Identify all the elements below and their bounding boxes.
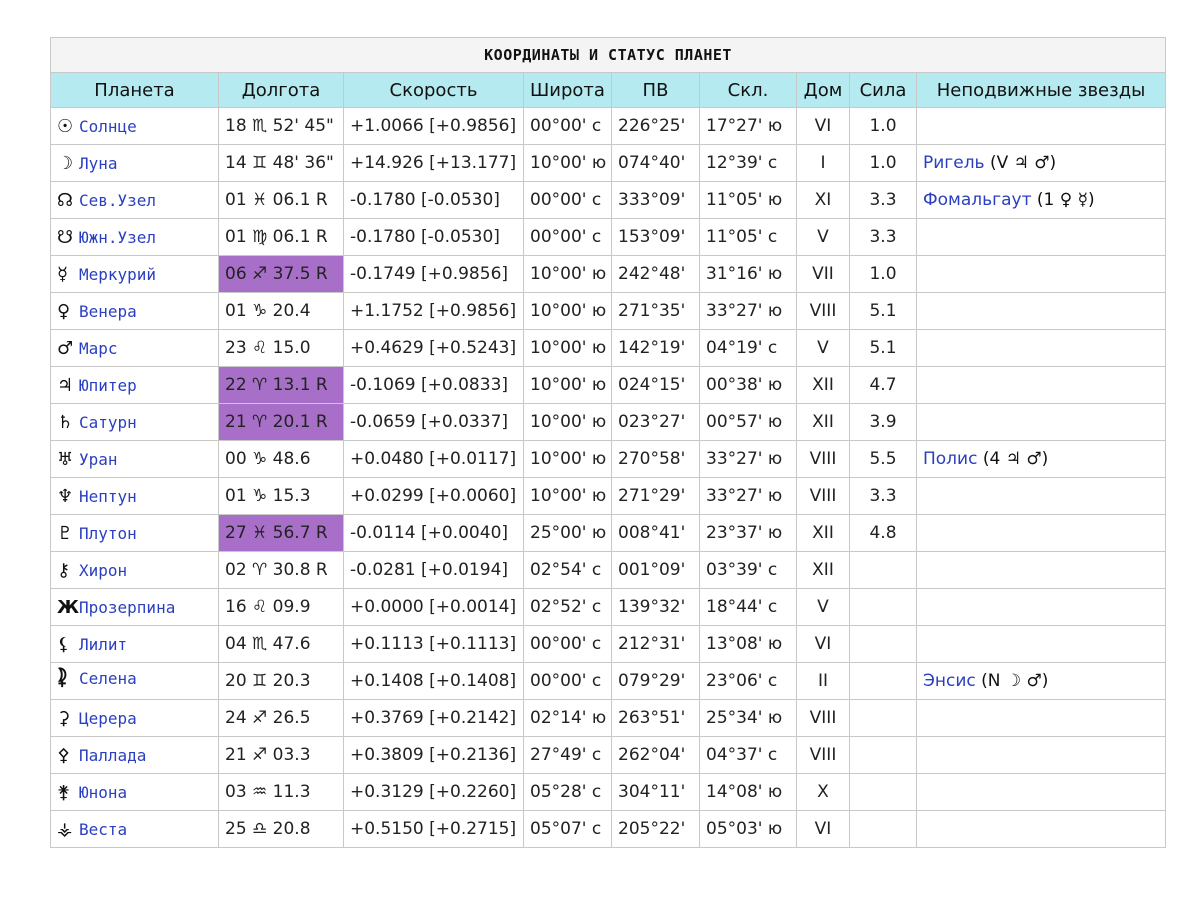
fixed-star-cell: [917, 145, 1166, 182]
latitude-cell: 02°14' ю: [524, 700, 612, 737]
power-cell: 3.3: [850, 478, 917, 515]
power-cell: 1.0: [850, 108, 917, 145]
power-cell: 4.7: [850, 367, 917, 404]
latitude-cell: 10°00' ю: [524, 478, 612, 515]
declination-cell: 25°34' ю: [700, 700, 797, 737]
ra-cell: 242°48': [612, 256, 700, 293]
table-row: [51, 478, 1166, 515]
power-cell: [850, 552, 917, 589]
speed-cell: +0.3809 [+0.2136]: [344, 737, 524, 774]
ra-cell: 263°51': [612, 700, 700, 737]
planet-link[interactable]: Веста: [79, 819, 128, 839]
declination-cell: 33°27' ю: [700, 478, 797, 515]
planet-link[interactable]: Юпитер: [79, 375, 137, 395]
speed-cell: +1.0066 [+0.9856]: [344, 108, 524, 145]
planet-glyph-icon: ♃: [57, 374, 74, 396]
fixed-star-cell: [917, 737, 1166, 774]
longitude-cell: 23 ♌ 15.0: [219, 330, 344, 367]
planet-cell: [51, 663, 219, 700]
declination-cell: 03°39' с: [700, 552, 797, 589]
table-row: [51, 145, 1166, 182]
planet-glyph-icon: ⚷: [57, 559, 71, 581]
planet-glyph-icon: ♀: [57, 300, 71, 322]
table-row: [51, 552, 1166, 589]
planet-link[interactable]: Сатурн: [79, 412, 137, 432]
power-cell: [850, 700, 917, 737]
planet-glyph-icon: ♄: [57, 411, 74, 433]
planet-glyph-icon: ⯝: [57, 668, 68, 689]
speed-cell: -0.1069 [+0.0833]: [344, 367, 524, 404]
longitude-cell: 01 ♓ 06.1 R: [219, 182, 344, 219]
fixed-star-cell: [917, 774, 1166, 811]
fixed-star-cell: [917, 404, 1166, 441]
speed-cell: +14.926 [+13.177]: [344, 145, 524, 182]
speed-cell: +0.0480 [+0.0117]: [344, 441, 524, 478]
house-cell: VI: [797, 626, 850, 663]
planet-glyph-icon: ☉: [57, 115, 74, 137]
fixed-star-link[interactable]: Ригель: [923, 153, 985, 173]
speed-cell: +0.3129 [+0.2260]: [344, 774, 524, 811]
declination-cell: 23°37' ю: [700, 515, 797, 552]
ra-cell: 139°32': [612, 589, 700, 626]
speed-cell: -0.1780 [-0.0530]: [344, 182, 524, 219]
ra-cell: 270°58': [612, 441, 700, 478]
latitude-cell: 00°00' с: [524, 182, 612, 219]
declination-cell: 12°39' с: [700, 145, 797, 182]
planet-glyph-icon: Ж: [57, 596, 80, 618]
fixed-star-aspects: (V ♃ ♂): [984, 153, 1057, 173]
planet-cell: [51, 108, 219, 145]
ra-cell: 205°22': [612, 811, 700, 848]
table-row: [51, 774, 1166, 811]
planet-link[interactable]: Солнце: [79, 116, 137, 136]
house-cell: XII: [797, 404, 850, 441]
latitude-cell: 10°00' ю: [524, 441, 612, 478]
ra-cell: 212°31': [612, 626, 700, 663]
power-cell: [850, 737, 917, 774]
planet-glyph-icon: ☽: [57, 152, 74, 174]
planets-table: [50, 37, 1166, 848]
fixed-star-aspects: (N ☽ ♂): [975, 671, 1049, 691]
planet-glyph-icon: ☋: [57, 226, 73, 248]
planet-cell: [51, 219, 219, 256]
table-row: [51, 293, 1166, 330]
ra-cell: 024°15': [612, 367, 700, 404]
latitude-cell: 10°00' ю: [524, 330, 612, 367]
planet-cell: [51, 552, 219, 589]
longitude-cell: 20 ♊ 20.3: [219, 663, 344, 700]
planet-glyph-icon: ⚳: [57, 707, 71, 729]
house-cell: V: [797, 589, 850, 626]
house-cell: V: [797, 330, 850, 367]
house-cell: VIII: [797, 293, 850, 330]
declination-cell: 23°06' с: [700, 663, 797, 700]
planet-link[interactable]: Марс: [79, 338, 118, 358]
planet-cell: [51, 330, 219, 367]
speed-cell: +0.0299 [+0.0060]: [344, 478, 524, 515]
planet-link[interactable]: Нептун: [79, 486, 137, 506]
planet-glyph-icon: ♂: [57, 337, 74, 359]
fixed-star-cell: [917, 663, 1166, 700]
power-cell: [850, 811, 917, 848]
declination-cell: 00°57' ю: [700, 404, 797, 441]
longitude-cell: 01 ♑ 15.3: [219, 478, 344, 515]
planet-link[interactable]: Уран: [79, 449, 118, 469]
fixed-star-cell: [917, 700, 1166, 737]
header-fixed-stars: Неподвижные звезды: [917, 73, 1166, 108]
fixed-star-cell: [917, 626, 1166, 663]
header-power: Сила: [850, 73, 917, 108]
latitude-cell: 02°54' с: [524, 552, 612, 589]
house-cell: VIII: [797, 737, 850, 774]
ra-cell: 079°29': [612, 663, 700, 700]
longitude-cell: 06 ♐ 37.5 R: [219, 256, 344, 293]
header-latitude: Широта: [524, 73, 612, 108]
table-row: [51, 515, 1166, 552]
planet-link[interactable]: Юнона: [79, 782, 128, 802]
table-row: [51, 219, 1166, 256]
planet-glyph-icon: ⚸: [57, 633, 71, 655]
longitude-cell: 21 ♐ 03.3: [219, 737, 344, 774]
fixed-star-cell: [917, 293, 1166, 330]
power-cell: 3.9: [850, 404, 917, 441]
table-row: [51, 811, 1166, 848]
house-cell: VIII: [797, 478, 850, 515]
speed-cell: +0.4629 [+0.5243]: [344, 330, 524, 367]
longitude-cell: 00 ♑ 48.6: [219, 441, 344, 478]
table-row: [51, 330, 1166, 367]
longitude-cell: 18 ♏ 52' 45": [219, 108, 344, 145]
planet-link[interactable]: Лилит: [79, 634, 128, 654]
header-ra: ПВ: [612, 73, 700, 108]
fixed-star-cell: [917, 552, 1166, 589]
table-row: [51, 182, 1166, 219]
fixed-star-cell: [917, 441, 1166, 478]
latitude-cell: 00°00' с: [524, 219, 612, 256]
ra-cell: 226°25': [612, 108, 700, 145]
latitude-cell: 27°49' с: [524, 737, 612, 774]
power-cell: 5.1: [850, 293, 917, 330]
declination-cell: 33°27' ю: [700, 293, 797, 330]
power-cell: 1.0: [850, 145, 917, 182]
house-cell: VI: [797, 108, 850, 145]
speed-cell: +0.5150 [+0.2715]: [344, 811, 524, 848]
longitude-cell: 02 ♈ 30.8 R: [219, 552, 344, 589]
declination-cell: 04°37' с: [700, 737, 797, 774]
ra-cell: 304°11': [612, 774, 700, 811]
speed-cell: +0.0000 [+0.0014]: [344, 589, 524, 626]
planet-cell: [51, 626, 219, 663]
planet-cell: [51, 441, 219, 478]
house-cell: XII: [797, 515, 850, 552]
power-cell: 3.3: [850, 182, 917, 219]
latitude-cell: 02°52' с: [524, 589, 612, 626]
declination-cell: 00°38' ю: [700, 367, 797, 404]
planet-link[interactable]: Селена: [79, 669, 137, 688]
latitude-cell: 10°00' ю: [524, 145, 612, 182]
house-cell: V: [797, 219, 850, 256]
fixed-star-cell: [917, 256, 1166, 293]
fixed-star-aspects: (1 ♀ ☿): [1031, 190, 1095, 210]
planet-glyph-icon: ⚵: [57, 781, 71, 803]
power-cell: [850, 626, 917, 663]
latitude-cell: 10°00' ю: [524, 293, 612, 330]
speed-cell: -0.0114 [+0.0040]: [344, 515, 524, 552]
planet-cell: [51, 293, 219, 330]
table-row: [51, 404, 1166, 441]
speed-cell: -0.0281 [+0.0194]: [344, 552, 524, 589]
power-cell: 5.1: [850, 330, 917, 367]
planet-glyph-icon: ☿: [57, 263, 69, 285]
fixed-star-aspects: (4 ♃ ♂): [977, 449, 1049, 469]
fixed-star-cell: [917, 589, 1166, 626]
declination-cell: 17°27' ю: [700, 108, 797, 145]
planet-cell: [51, 256, 219, 293]
house-cell: XI: [797, 182, 850, 219]
planet-link[interactable]: Паллада: [79, 745, 147, 765]
longitude-cell: 25 ♎ 20.8: [219, 811, 344, 848]
declination-cell: 13°08' ю: [700, 626, 797, 663]
planet-glyph-icon: ⚴: [57, 744, 71, 766]
header-row: [51, 73, 1166, 108]
declination-cell: 31°16' ю: [700, 256, 797, 293]
planet-link[interactable]: Меркурий: [79, 264, 157, 284]
house-cell: VII: [797, 256, 850, 293]
ra-cell: 142°19': [612, 330, 700, 367]
planet-link[interactable]: Южн.Узел: [79, 227, 157, 247]
planet-cell: [51, 478, 219, 515]
power-cell: 1.0: [850, 256, 917, 293]
declination-cell: 11°05' с: [700, 219, 797, 256]
planet-cell: [51, 737, 219, 774]
longitude-cell: 27 ♓ 56.7 R: [219, 515, 344, 552]
fixed-star-cell: [917, 515, 1166, 552]
latitude-cell: 05°07' с: [524, 811, 612, 848]
latitude-cell: 00°00' с: [524, 626, 612, 663]
power-cell: [850, 663, 917, 700]
planet-cell: [51, 367, 219, 404]
table-row: [51, 663, 1166, 700]
header-planet: Планета: [51, 73, 219, 108]
fixed-star-cell: [917, 330, 1166, 367]
speed-cell: +0.1408 [+0.1408]: [344, 663, 524, 700]
planet-link[interactable]: Церера: [79, 708, 137, 728]
planet-link[interactable]: Плутон: [79, 523, 137, 543]
house-cell: XII: [797, 367, 850, 404]
longitude-cell: 04 ♏ 47.6: [219, 626, 344, 663]
ra-cell: 271°35': [612, 293, 700, 330]
speed-cell: +1.1752 [+0.9856]: [344, 293, 524, 330]
fixed-star-link[interactable]: Энсис: [923, 671, 976, 691]
declination-cell: 05°03' ю: [700, 811, 797, 848]
house-cell: X: [797, 774, 850, 811]
header-declination: Скл.: [700, 73, 797, 108]
speed-cell: -0.1780 [-0.0530]: [344, 219, 524, 256]
power-cell: 5.5: [850, 441, 917, 478]
table-row: [51, 441, 1166, 478]
table-row: [51, 700, 1166, 737]
table-row: [51, 367, 1166, 404]
planet-cell: [51, 515, 219, 552]
fixed-star-cell: [917, 367, 1166, 404]
ra-cell: 262°04': [612, 737, 700, 774]
fixed-star-link[interactable]: Фомальгаут: [923, 190, 1032, 210]
longitude-cell: 01 ♍ 06.1 R: [219, 219, 344, 256]
ra-cell: 153°09': [612, 219, 700, 256]
speed-cell: -0.0659 [+0.0337]: [344, 404, 524, 441]
table-row: [51, 108, 1166, 145]
house-cell: I: [797, 145, 850, 182]
fixed-star-link[interactable]: Полис: [923, 449, 978, 469]
header-longitude: Долгота: [219, 73, 344, 108]
planet-glyph-icon: ♅: [57, 448, 74, 470]
table-row: [51, 737, 1166, 774]
planet-cell: [51, 145, 219, 182]
planet-link[interactable]: Венера: [79, 301, 137, 321]
planet-link[interactable]: Хирон: [79, 560, 128, 580]
planet-link[interactable]: Прозерпина: [79, 597, 176, 617]
ra-cell: 333°09': [612, 182, 700, 219]
longitude-cell: 16 ♌ 09.9: [219, 589, 344, 626]
power-cell: [850, 589, 917, 626]
table-row: [51, 626, 1166, 663]
planet-glyph-icon: ♇: [57, 522, 74, 544]
ra-cell: 271°29': [612, 478, 700, 515]
longitude-cell: 24 ♐ 26.5: [219, 700, 344, 737]
latitude-cell: 10°00' ю: [524, 367, 612, 404]
planet-cell: [51, 589, 219, 626]
planet-cell: [51, 182, 219, 219]
house-cell: II: [797, 663, 850, 700]
header-speed: Скорость: [344, 73, 524, 108]
speed-cell: +0.3769 [+0.2142]: [344, 700, 524, 737]
planet-cell: [51, 700, 219, 737]
longitude-cell: 22 ♈ 13.1 R: [219, 367, 344, 404]
longitude-cell: 14 ♊ 48' 36": [219, 145, 344, 182]
latitude-cell: 25°00' ю: [524, 515, 612, 552]
latitude-cell: 10°00' ю: [524, 256, 612, 293]
fixed-star-cell: [917, 219, 1166, 256]
declination-cell: 11°05' ю: [700, 182, 797, 219]
ra-cell: 074°40': [612, 145, 700, 182]
latitude-cell: 10°00' ю: [524, 404, 612, 441]
house-cell: XII: [797, 552, 850, 589]
header-house: Дом: [797, 73, 850, 108]
ra-cell: 001°09': [612, 552, 700, 589]
table-row: [51, 256, 1166, 293]
fixed-star-cell: [917, 478, 1166, 515]
ra-cell: 008°41': [612, 515, 700, 552]
planet-link[interactable]: Сев.Узел: [79, 190, 157, 210]
table-title: КООРДИНАТЫ И СТАТУС ПЛАНЕТ: [51, 38, 1166, 73]
speed-cell: +0.1113 [+0.1113]: [344, 626, 524, 663]
house-cell: VIII: [797, 700, 850, 737]
power-cell: [850, 774, 917, 811]
latitude-cell: 00°00' с: [524, 108, 612, 145]
planet-link[interactable]: Луна: [79, 153, 118, 173]
table-row: [51, 589, 1166, 626]
declination-cell: 04°19' с: [700, 330, 797, 367]
ra-cell: 023°27': [612, 404, 700, 441]
house-cell: VIII: [797, 441, 850, 478]
declination-cell: 18°44' с: [700, 589, 797, 626]
longitude-cell: 01 ♑ 20.4: [219, 293, 344, 330]
declination-cell: 33°27' ю: [700, 441, 797, 478]
planet-cell: [51, 811, 219, 848]
longitude-cell: 03 ♒ 11.3: [219, 774, 344, 811]
planet-glyph-icon: ♆: [57, 485, 74, 507]
planet-glyph-icon: ⚶: [57, 818, 73, 840]
planet-cell: [51, 404, 219, 441]
power-cell: 3.3: [850, 219, 917, 256]
latitude-cell: 05°28' с: [524, 774, 612, 811]
house-cell: VI: [797, 811, 850, 848]
planet-glyph-icon: ☊: [57, 189, 73, 211]
planet-cell: [51, 774, 219, 811]
power-cell: 4.8: [850, 515, 917, 552]
speed-cell: -0.1749 [+0.9856]: [344, 256, 524, 293]
fixed-star-cell: [917, 108, 1166, 145]
longitude-cell: 21 ♈ 20.1 R: [219, 404, 344, 441]
latitude-cell: 00°00' с: [524, 663, 612, 700]
declination-cell: 14°08' ю: [700, 774, 797, 811]
fixed-star-cell: [917, 811, 1166, 848]
fixed-star-cell: [917, 182, 1166, 219]
